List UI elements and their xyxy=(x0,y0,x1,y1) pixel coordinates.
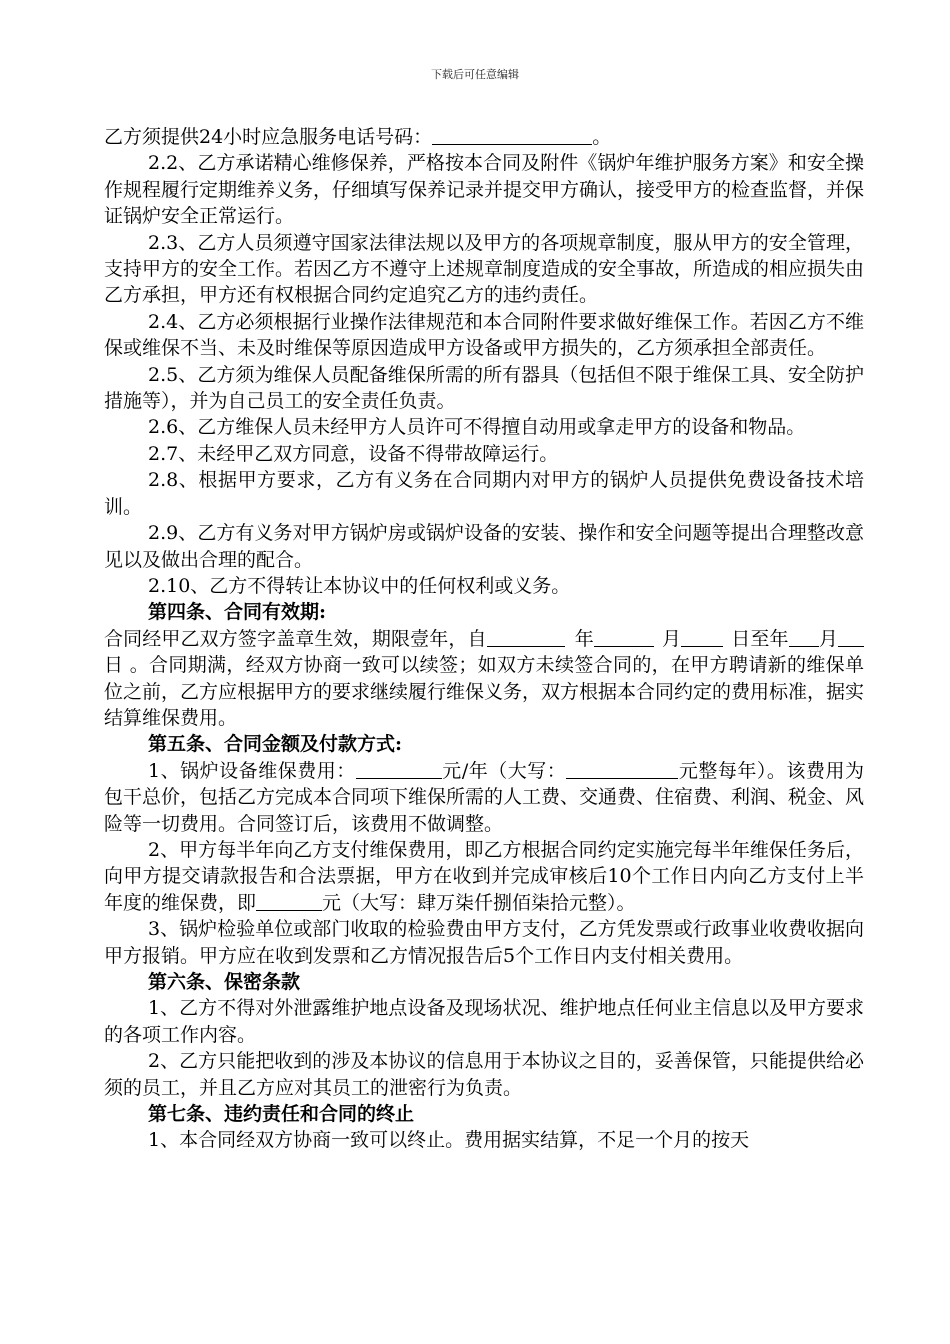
article-6-heading: 第六条、保密条款 xyxy=(148,971,301,993)
fee-label: 1、锅炉设备维保费用： xyxy=(148,759,356,782)
clause-2-10: 2.10、乙方不得转让本协议中的任何权利或义务。 xyxy=(148,574,571,597)
clause-2-2: 2.2、乙方承诺精心维修保养，严格按本合同及附件《锅炉年维护服务方案》和安全操作规程履行定期维养义务，仔细填写保养记录并提交甲方确认，接受甲方的检查监督，并保证锅炉安全正常运行。 xyxy=(104,152,865,228)
article-5-heading: 第五条、合同金额及付款方式: xyxy=(148,733,403,756)
annual-fee-blank[interactable] xyxy=(356,762,442,779)
clause-2-6: 2.6、乙方维保人员未经甲方人员许可不得擅自动用或拿走甲方的设备和物品。 xyxy=(148,416,806,439)
clause-2-5: 2.5、乙方须为维保人员配备维保所需的所有器具（包括但不限于维保工具、安全防护措施等），并为自己员工的安全责任负责。 xyxy=(104,363,864,413)
clause-2-8: 2.8、根据甲方要求，乙方有义务在合同期内对甲方的锅炉人员提供免费设备技术培训。 xyxy=(104,469,864,518)
fee-description: 元整每年）。该费用为包干总价，包括乙方完成本合同项下维保所需的人工费、交通费、住宿费、利润、税金、风险等一切费用。合同签订后，该费用不做调整。 xyxy=(104,759,865,835)
clause-2-3: 2.3、乙方人员须遵守国家法律法规以及甲方的各项规章制度，服从甲方的安全管理，支持甲方的安全工作。若因乙方不遵守上述规章制度造成的安全事故，所造成的相应损失由乙方承担，甲方还有权根据合同约定追究乙方的违约责任。 xyxy=(104,231,865,307)
end-month-blank[interactable] xyxy=(789,630,819,647)
month-label: 月 xyxy=(661,627,682,650)
article-4-heading: 第四条、合同有效期: xyxy=(148,601,327,624)
article-6-clause-1: 1、乙方不得对外泄露维护地点设备及现场状况、维护地点任何业主信息以及甲方要求的各项工作内容。 xyxy=(104,997,864,1046)
term-renewal-text: 日 。合同期满，经双方协商一致可以续签；如双方未续签合同的，在甲方聘请新的维保单位之前，乙方应根据甲方的要求继续履行维保义务，双方根据本合同约定的费用标准，据实结算维保费用。 xyxy=(104,654,865,729)
article-5-clause-1 xyxy=(104,758,864,837)
annual-fee-words-blank[interactable] xyxy=(566,762,678,779)
article-5-clause-2 xyxy=(104,837,864,916)
article-5-clause-3: 3、锅炉检验单位或部门收取的检验费由甲方支付，乙方凭发票或行政事业收费收据向甲方报销。甲方应在收到发票和乙方情况报告后5个工作日内支付相关费用。 xyxy=(104,918,864,967)
end-day-blank[interactable] xyxy=(838,630,864,647)
article-4-text xyxy=(104,626,864,732)
day-to-label: 日至 xyxy=(731,627,770,650)
clause-2-4: 2.4、乙方必须根据行业操作法律规范和本合同附件要求做好维保工作。若因乙方不维保或维保不当、未及时维保等原因造成甲方设备或甲方损失的，乙方须承担全部责任。 xyxy=(104,310,864,360)
article-7-clause-1: 1、本合同经双方协商一致可以终止。费用据实结算，不足一个月的按天 xyxy=(148,1129,750,1152)
half-year-fee-blank[interactable] xyxy=(256,894,322,911)
end-month-label: 月 xyxy=(818,627,838,650)
punct: 。 xyxy=(592,126,612,148)
document-body xyxy=(104,124,864,1154)
end-year-label: 年 xyxy=(769,627,789,650)
half-year-fee-words: 元（大写：肆万柒仟捌佰柒拾元整）。 xyxy=(322,891,636,914)
start-day-blank[interactable] xyxy=(681,630,723,647)
article-7-heading: 第七条、违约责任和合同的终止 xyxy=(148,1103,415,1126)
service-phone-label: 乙方须提供24小时应急服务电话号码： xyxy=(104,126,433,148)
payment-schedule-text: 2、甲方每半年向乙方支付维保费用，即乙方根据合同约定实施完每半年维保任务后，向甲方提交请款报告和合法票据，甲方在收到并完成审核后10个工作日内向乙方支付上半年度的维保费，即 xyxy=(104,838,864,914)
year-label: 年 xyxy=(574,627,594,650)
service-phone-line xyxy=(104,124,864,150)
page-header: 下载后可任意编辑 xyxy=(431,68,519,81)
start-month-blank[interactable] xyxy=(594,630,654,647)
phone-blank[interactable] xyxy=(432,128,592,145)
clause-2-9: 2.9、乙方有义务对甲方锅炉房或锅炉设备的安装、操作和安全问题等提出合理整改意见以及做出合理的配合。 xyxy=(104,522,864,571)
clause-2-7: 2.7、未经甲乙双方同意，设备不得带故障运行。 xyxy=(148,442,559,465)
article-6-clause-2: 2、乙方只能把收到的涉及本协议的信息用于本协议之目的，妥善保管，只能提供给必须的员工，并且乙方应对其员工的泄密行为负责。 xyxy=(104,1050,864,1099)
fee-unit-label: 元/年（大写： xyxy=(441,759,567,782)
term-intro: 合同经甲乙双方签字盖章生效，期限壹年，自 xyxy=(104,627,487,650)
start-year-blank[interactable] xyxy=(487,630,565,647)
